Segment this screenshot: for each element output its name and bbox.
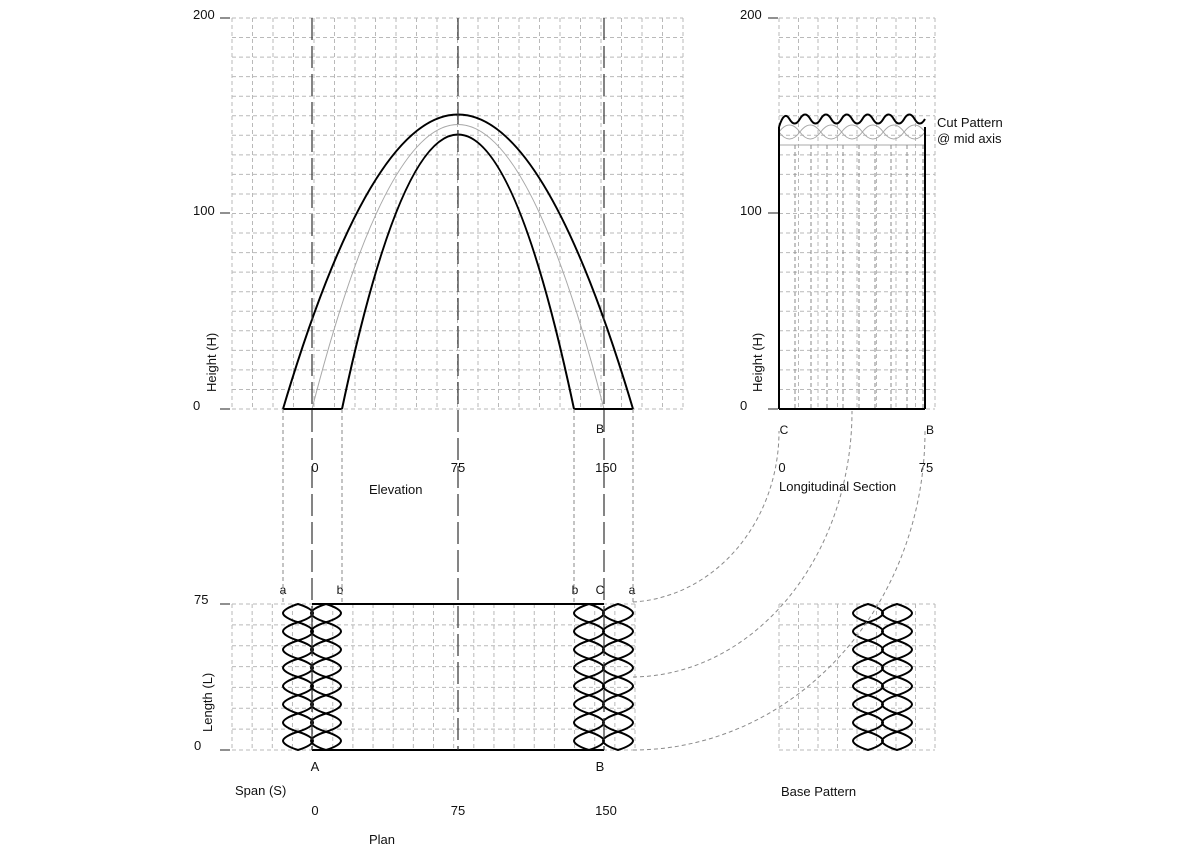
section-x-label-0: 0 xyxy=(778,460,786,475)
lattice-cell xyxy=(574,641,604,659)
plan-point-b: B xyxy=(595,759,605,774)
section-cut-pattern-faint xyxy=(779,125,925,409)
section-x-label-75: 75 xyxy=(918,460,934,475)
section-y-label-100: 100 xyxy=(740,203,762,218)
lattice-cell xyxy=(311,641,341,659)
lattice-cell xyxy=(882,677,912,695)
section-view xyxy=(740,7,1003,494)
lattice-cell xyxy=(574,659,604,677)
elevation-y-label-100: 100 xyxy=(193,203,215,218)
plan-x-label-0: 0 xyxy=(311,803,319,818)
lattice-cell xyxy=(882,732,912,750)
lattice-cell xyxy=(603,604,633,622)
plan-label-a-right: a xyxy=(628,583,636,597)
lattice-cell xyxy=(283,732,313,750)
plan-y-label-0: 0 xyxy=(194,738,202,753)
section-point-c: C xyxy=(779,423,789,437)
elevation-caption: Elevation xyxy=(369,482,423,497)
lattice-cell xyxy=(574,604,604,622)
lattice-cell xyxy=(574,677,604,695)
plan-label-b-left: b xyxy=(336,583,344,597)
base-pattern-lattice xyxy=(853,604,912,750)
lattice-cell xyxy=(603,677,633,695)
section-cut-cell xyxy=(842,125,863,139)
section-y-axis-title: Height (H) xyxy=(750,332,765,392)
section-cut-cell xyxy=(862,125,883,139)
elevation-view xyxy=(193,7,633,497)
section-cut-cell xyxy=(904,125,925,139)
lattice-cell xyxy=(853,677,883,695)
lattice-cell xyxy=(603,695,633,713)
section-cut-cell xyxy=(821,125,842,139)
elevation-x-label-75: 75 xyxy=(450,460,466,475)
section-caption: Longitudinal Section xyxy=(779,479,897,494)
plan-x-label-75: 75 xyxy=(450,803,466,818)
plan-point-a: A xyxy=(310,759,320,774)
cut-pattern-annotation-line1: Cut Pattern xyxy=(937,115,1003,130)
lattice-cell xyxy=(311,677,341,695)
section-cut-cell xyxy=(883,125,904,139)
plan-y-label-75: 75 xyxy=(194,592,209,607)
section-y-label-200: 200 xyxy=(740,7,762,22)
lattice-cell xyxy=(882,695,912,713)
lattice-cell xyxy=(283,659,313,677)
lattice-cell xyxy=(311,695,341,713)
section-y-label-0: 0 xyxy=(740,398,748,413)
elevation-x-label-0: 0 xyxy=(311,460,319,475)
base-pattern-view xyxy=(781,604,912,799)
lattice-cell xyxy=(603,732,633,750)
elevation-y-label-200: 200 xyxy=(193,7,215,22)
plan-label-c: C xyxy=(595,583,605,597)
lattice-cell xyxy=(603,659,633,677)
cut-pattern-annotation-line2: @ mid axis xyxy=(937,131,1002,146)
plan-label-b-right: b xyxy=(571,583,579,597)
lattice-cell xyxy=(283,695,313,713)
elevation-point-b: B xyxy=(595,422,605,436)
plan-span-ruler xyxy=(312,787,604,799)
elevation-y-label-0: 0 xyxy=(193,398,201,413)
section-grid xyxy=(779,18,935,409)
plan-span-label: Span (S) xyxy=(235,783,287,798)
plan-y-axis-title: Length (L) xyxy=(200,672,215,732)
lattice-cell xyxy=(311,659,341,677)
lattice-cell xyxy=(311,732,341,750)
plan-caption: Plan xyxy=(369,832,396,847)
section-cut-cell xyxy=(779,125,800,139)
lattice-cell xyxy=(283,677,313,695)
plan-x-label-150: 150 xyxy=(595,803,617,818)
lattice-cell xyxy=(574,732,604,750)
base-pattern-caption: Base Pattern xyxy=(781,784,857,799)
plan-label-a-left: a xyxy=(279,583,287,597)
lattice-cell xyxy=(882,641,912,659)
lattice-cell xyxy=(283,604,313,622)
lattice-cell xyxy=(603,641,633,659)
lattice-cell xyxy=(882,604,912,622)
elevation-y-axis-title: Height (H) xyxy=(204,332,219,392)
lattice-cell xyxy=(283,641,313,659)
elevation-x-label-150: 150 xyxy=(595,460,617,475)
plan-view xyxy=(194,583,636,847)
lattice-cell xyxy=(574,695,604,713)
transfer-arc-2 xyxy=(633,411,852,677)
lattice-cell xyxy=(311,604,341,622)
section-point-b: B xyxy=(925,423,935,437)
lattice-cell xyxy=(882,659,912,677)
transfer-arc-1 xyxy=(633,431,779,602)
plan-grid xyxy=(232,604,635,750)
